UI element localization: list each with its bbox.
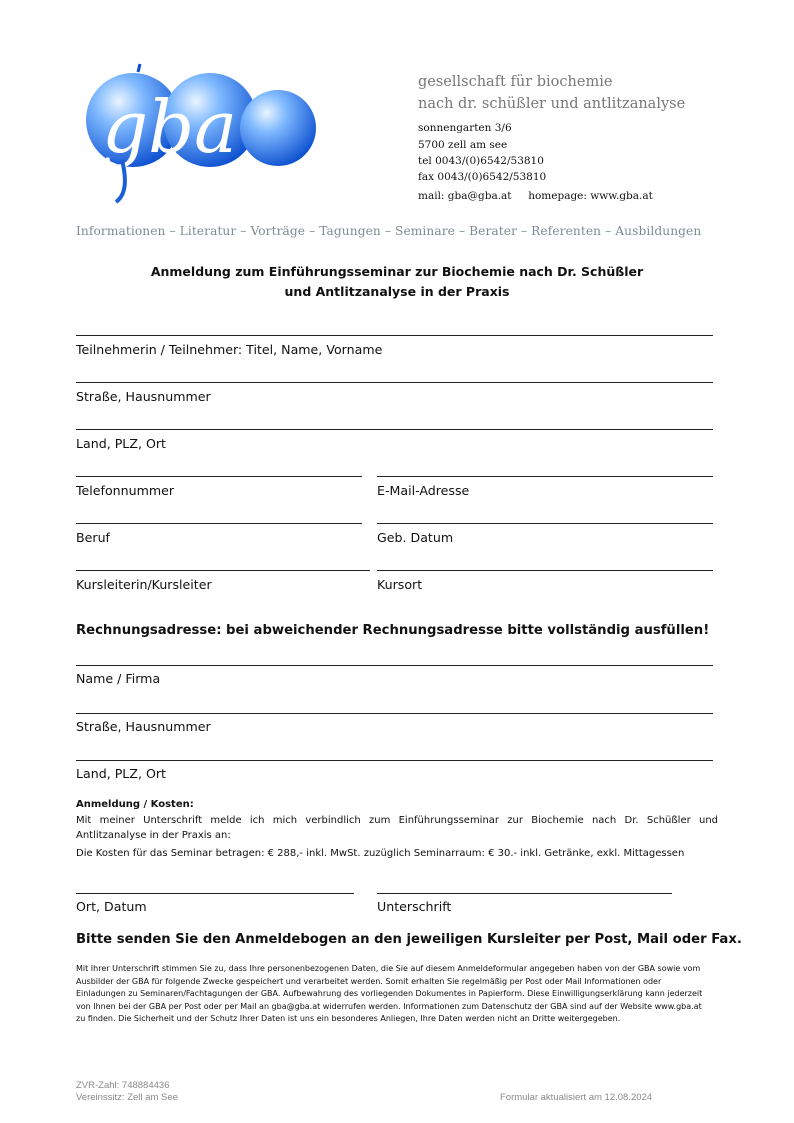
footer-updated: Formular aktualisiert am 12.08.2024 xyxy=(500,1092,653,1103)
birthdate-line[interactable] xyxy=(377,523,713,524)
billing-city-label: Land, PLZ, Ort xyxy=(76,766,166,781)
city-line[interactable] xyxy=(76,429,713,430)
billing-street-line[interactable] xyxy=(76,713,713,714)
form-title-line1: Anmeldung zum Einführungsseminar zur Biochemie nach Dr. Schüßler xyxy=(150,264,644,279)
billing-city-line[interactable] xyxy=(76,760,713,761)
billing-street-label: Straße, Hausnummer xyxy=(76,719,211,734)
gba-logo xyxy=(78,62,328,212)
email-line[interactable] xyxy=(377,476,713,477)
phone-line[interactable] xyxy=(76,476,362,477)
instructor-label: Kursleiterin/Kursleiter xyxy=(76,577,212,592)
place-date-line[interactable] xyxy=(76,893,354,894)
registration-heading: Anmeldung / Kosten: xyxy=(76,799,194,810)
footer-zvr: ZVR-Zahl: 748884436 xyxy=(76,1080,170,1091)
costs-text: Die Kosten für das Seminar betragen: € 288,- inkl. MwSt. zuzüglich Seminarraum: € 30.- inkl. Getränke, exkl. Mittagessen xyxy=(76,848,685,859)
city-label: Land, PLZ, Ort xyxy=(76,436,166,451)
profession-label: Beruf xyxy=(76,530,110,545)
course-location-line[interactable] xyxy=(377,570,713,571)
place-date-label: Ort, Datum xyxy=(76,899,147,914)
instructor-line[interactable] xyxy=(76,570,370,571)
logo-lettering: gba xyxy=(102,85,238,169)
course-location-label: Kursort xyxy=(377,577,423,592)
org-tel: tel 0043/(0)6542/53810 xyxy=(418,155,544,167)
birthdate-label: Geb. Datum xyxy=(377,530,454,545)
signature-label: Unterschrift xyxy=(377,899,452,914)
registration-text: Mit meiner Unterschrift melde ich mich verbindlich zum Einführungsseminar zur Biochemie nach Dr. Schüßler und Antlitzanalyse in der Praxis an: xyxy=(76,815,718,841)
participant-label: Teilnehmerin / Teilnehmer: Titel, Name, Vorname xyxy=(76,342,383,357)
privacy-notice: Mit Ihrer Unterschrift stimmen Sie zu, dass Ihre personenbezogenen Daten, die Sie auf diesem Anmeldeformular angegeben haben von der GBA sowie vom Ausbilder der GBA für folgende Zwecke gespeichert und verarbeitet werden. Somit erhalten Sie regelmäßig per Post oder Mail Informationen oder Einladungen zu Seminaren/Fachtagungen der GBA. Aufbewahrung des vorliegenden Dokumentes in Papierform. Diese Einwilligungserklärung kann jederzeit von Ihnen bei der GBA per Post oder per Mail an gba@gba.at widerrufen werden. Informationen zum Datenschutz der GBA sind auf der Website www.gba.at zu finden. Die Sicherheit und der Schutz Ihrer Daten ist uns ein besonderes Anliegen, Ihre Daten werden nicht an Dritte weitergegeben. xyxy=(76,964,703,1023)
send-notice: Bitte senden Sie den Anmeldebogen an den jeweiligen Kursleiter per Post, Mail oder Fax. xyxy=(76,932,742,947)
org-name-line2: nach dr. schüßler und antlitzanalyse xyxy=(418,96,686,112)
profession-line[interactable] xyxy=(76,523,362,524)
street-line[interactable] xyxy=(76,382,713,383)
billing-name-label: Name / Firma xyxy=(76,671,161,686)
org-name-line1: gesellschaft für biochemie xyxy=(418,74,613,90)
footer-seat: Vereinssitz: Zell am See xyxy=(76,1092,178,1103)
org-contact: mail: gba@gba.at homepage: www.gba.at xyxy=(418,190,653,202)
billing-heading: Rechnungsadresse: bei abweichender Rechnungsadresse bitte vollständig ausfüllen! xyxy=(76,623,710,638)
topics-banner: Informationen – Literatur – Vorträge – Tagungen – Seminare – Berater – Referenten – Ausbildungen xyxy=(76,224,702,238)
org-street: sonnengarten 3/6 xyxy=(418,122,512,134)
signature-line[interactable] xyxy=(377,893,672,894)
phone-label: Telefonnummer xyxy=(76,483,175,498)
billing-name-line[interactable] xyxy=(76,665,713,666)
org-city: 5700 zell am see xyxy=(418,139,508,151)
participant-name-line[interactable] xyxy=(76,335,713,336)
org-fax: fax 0043/(0)6542/53810 xyxy=(418,171,547,183)
email-label: E-Mail-Adresse xyxy=(377,483,470,498)
form-title-line2: und Antlitzanalyse in der Praxis xyxy=(284,284,510,299)
street-label: Straße, Hausnummer xyxy=(76,389,211,404)
